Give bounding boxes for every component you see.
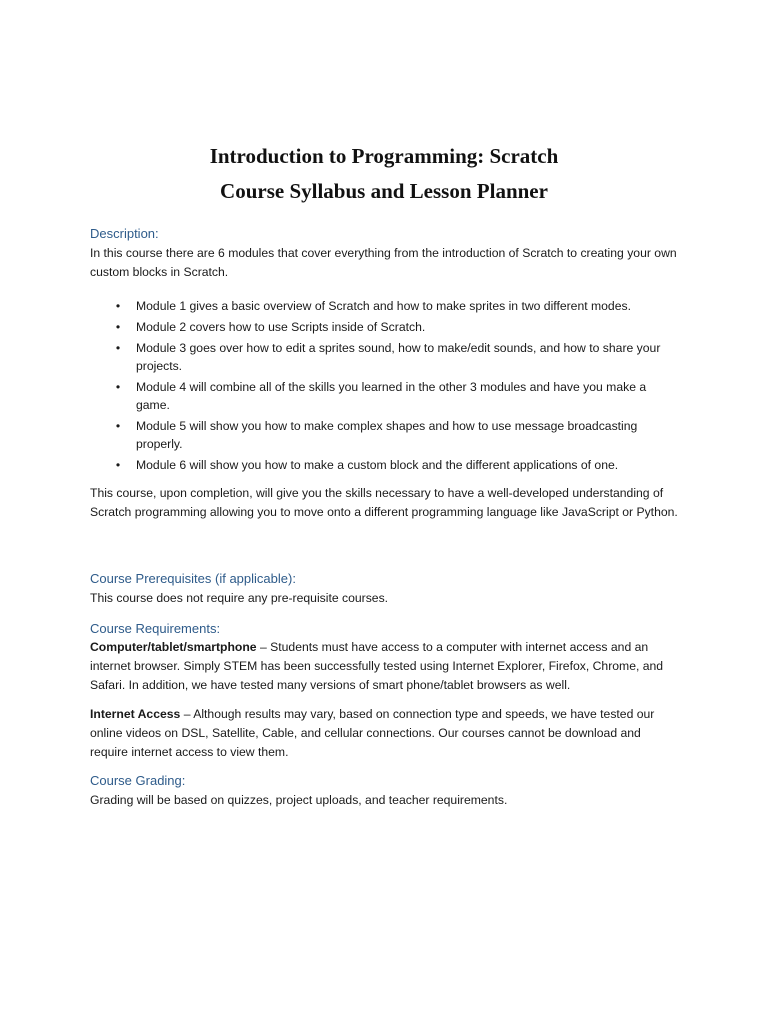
page-title: Introduction to Programming: Scratch bbox=[209, 144, 559, 168]
grading-heading: Course Grading: bbox=[90, 773, 186, 788]
requirements-heading: Course Requirements: bbox=[90, 621, 221, 636]
description-heading: Description: bbox=[90, 226, 159, 241]
bullet-icon: • bbox=[115, 380, 121, 394]
module-4-text: Module 4 will combine all of the skills you learned in the other 3 modules and have you make a game. bbox=[136, 380, 647, 412]
bullet-icon: • bbox=[115, 341, 121, 355]
bullet-icon: • bbox=[115, 419, 121, 433]
module-6-text: Module 6 will show you how to make a custom block and the different applications of one. bbox=[136, 458, 619, 472]
device-requirement bbox=[90, 638, 680, 695]
prerequisites-heading: Course Prerequisites (if applicable): bbox=[90, 571, 296, 586]
list-item bbox=[112, 417, 672, 453]
list-item bbox=[112, 339, 672, 375]
module-2-text: Module 2 covers how to use Scripts inside of Scratch. bbox=[136, 320, 426, 334]
description-intro: In this course there are 6 modules that cover everything from the introduction of Scratch to creating your own custom blocks in Scratch. bbox=[90, 246, 677, 279]
bullet-icon: • bbox=[115, 299, 121, 313]
module-1-text: Module 1 gives a basic overview of Scratch and how to make sprites in two different modes. bbox=[136, 299, 631, 313]
internet-requirement bbox=[90, 705, 680, 762]
prerequisites-text: This course does not require any pre-requisite courses. bbox=[90, 591, 389, 605]
bullet-icon: • bbox=[115, 320, 121, 334]
module-5-text: Module 5 will show you how to make complex shapes and how to use message broadcasting properly. bbox=[136, 419, 638, 451]
list-item bbox=[112, 318, 672, 336]
module-list bbox=[112, 297, 672, 477]
internet-text: – Although results may vary, based on connection type and speeds, we have tested our online videos on DSL, Satellite, Cable, and cellular connections. Our courses cannot be download and require internet access to view them. bbox=[90, 707, 655, 759]
bullet-icon: • bbox=[115, 458, 121, 472]
page-subtitle: Course Syllabus and Lesson Planner bbox=[220, 179, 548, 203]
internet-label: Internet Access bbox=[90, 707, 181, 721]
device-text: – Students must have access to a computer with internet access and an internet browser. Simply STEM has been successfully tested using Internet Explorer, Firefox, Chrome, and Safari. In addition, we have tested many versions of smart phone/tablet browsers as well. bbox=[90, 640, 664, 692]
device-label: Computer/tablet/smartphone bbox=[90, 640, 257, 654]
module-3-text: Module 3 goes over how to edit a sprites sound, how to make/edit sounds, and how to share your projects. bbox=[136, 341, 661, 373]
description-outro: This course, upon completion, will give you the skills necessary to have a well-developed understanding of Scratch programming allowing you to move onto a different programming language like JavaScript or Python. bbox=[90, 486, 678, 519]
list-item bbox=[112, 456, 672, 474]
list-item bbox=[112, 378, 672, 414]
list-item bbox=[112, 297, 672, 315]
grading-text: Grading will be based on quizzes, project uploads, and teacher requirements. bbox=[90, 793, 508, 807]
